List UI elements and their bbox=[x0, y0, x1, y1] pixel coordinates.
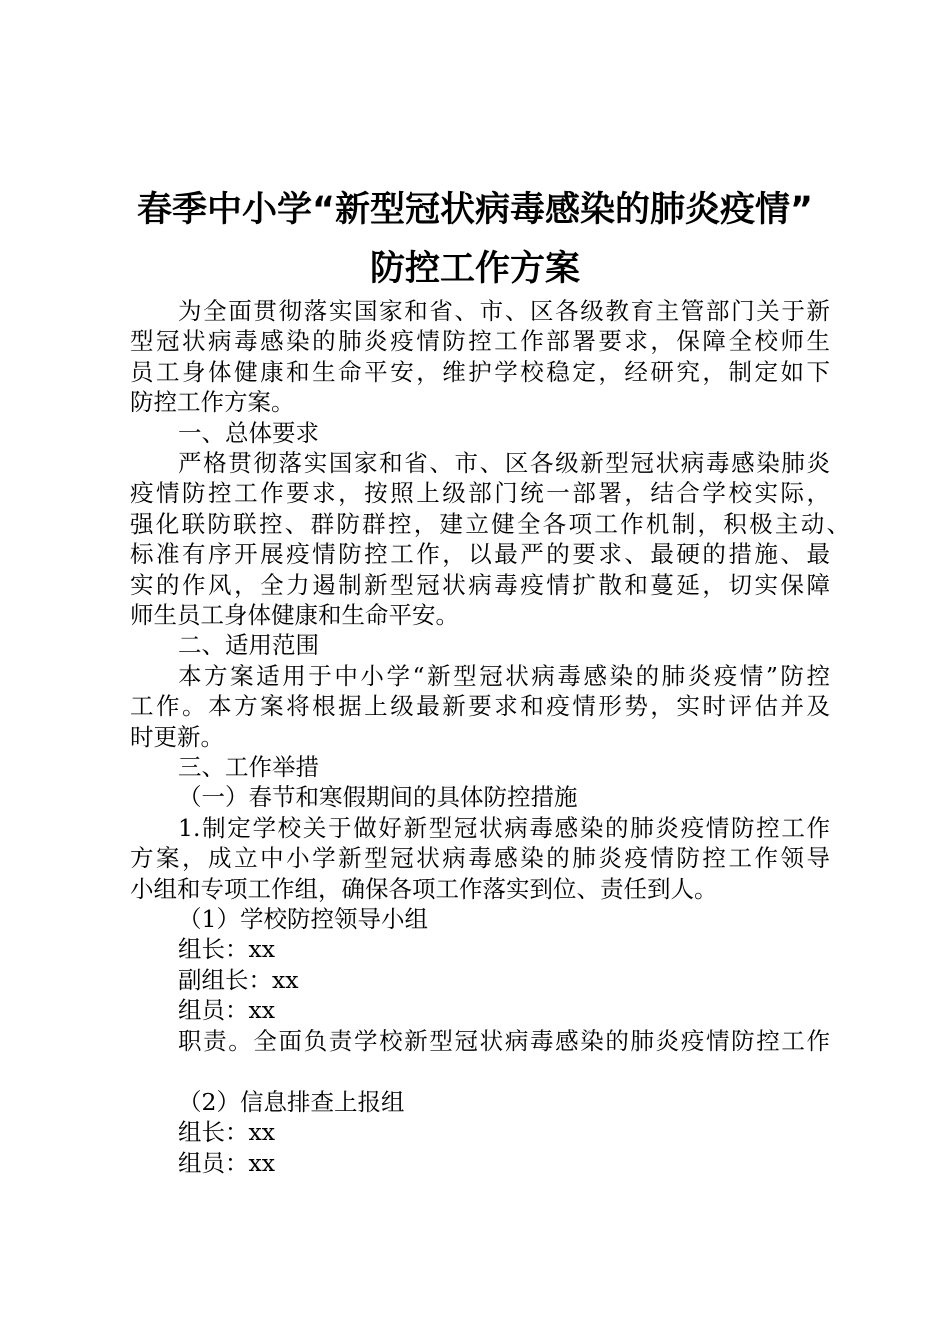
group-member-line: 组员：xx bbox=[178, 1148, 276, 1177]
section-heading-3: 三、工作举措 bbox=[178, 753, 319, 781]
document-title-line-1: 春季中小学“新型冠状病毒感染的肺炎疫情” bbox=[136, 190, 813, 230]
paragraph-scope-line: 工作。本方案将根据上级最新要求和疫情形势，实时评估并及 bbox=[130, 692, 830, 721]
paragraph-intro-line: 员工身体健康和生命平安，维护学校稳定，经研究，制定如下 bbox=[130, 357, 830, 386]
paragraph-requirements-line: 标准有序开展疫情防控工作，以最严的要求、最硬的措施、最 bbox=[130, 540, 830, 569]
paragraph-requirements-line: 实的作风，全力遏制新型冠状病毒疫情扩散和蔓延，切实保障 bbox=[130, 570, 830, 599]
document-title-line-2: 防控工作方案 bbox=[369, 249, 580, 289]
paragraph-requirements-line: 严格贯彻落实国家和省、市、区各级新型冠状病毒感染肺炎 bbox=[178, 449, 830, 477]
paragraph-intro-line: 为全面贯彻落实国家和省、市、区各级教育主管部门关于新 bbox=[178, 297, 830, 325]
group-leader-line: 组长：xx bbox=[178, 935, 276, 964]
group-deputy-leader-line: 副组长：xx bbox=[178, 965, 299, 994]
paragraph-intro-line: 防控工作方案。 bbox=[130, 388, 295, 417]
paragraph-requirements-line: 疫情防控工作要求，按照上级部门统一部署，结合学校实际， bbox=[130, 479, 830, 508]
group-heading-leadership: （1）学校防控领导小组 bbox=[178, 905, 428, 933]
paragraph-measure-line: 小组和专项工作组，确保各项工作落实到位、责任到人。 bbox=[130, 874, 718, 903]
section-heading-1: 一、总体要求 bbox=[178, 418, 319, 447]
paragraph-requirements-line: 强化联防联控、群防群控，建立健全各项工作机制，积极主动、 bbox=[130, 509, 850, 538]
paragraph-scope-line: 本方案适用于中小学“新型冠状病毒感染的肺炎疫情”防控 bbox=[178, 661, 830, 690]
paragraph-requirements-line: 师生员工身体健康和生命平安。 bbox=[130, 601, 459, 629]
subsection-heading: （一）春节和寒假期间的具体防控措施 bbox=[178, 783, 578, 812]
group-member-line: 组员：xx bbox=[178, 996, 276, 1025]
paragraph-intro-line: 型冠状病毒感染的肺炎疫情防控工作部署要求，保障全校师生 bbox=[130, 327, 830, 356]
paragraph-measure-line: 1.制定学校关于做好新型冠状病毒感染的肺炎疫情防控工作 bbox=[178, 813, 830, 842]
paragraph-scope-line: 时更新。 bbox=[130, 722, 224, 751]
paragraph-measure-line: 方案，成立中小学新型冠状病毒感染的肺炎疫情防控工作领导 bbox=[130, 844, 830, 873]
group-duty-line: 职责。全面负责学校新型冠状病毒感染的肺炎疫情防控工作 bbox=[178, 1026, 830, 1055]
group-leader-line: 组长：xx bbox=[178, 1118, 276, 1147]
section-heading-2: 二、适用范围 bbox=[178, 631, 319, 660]
group-heading-reporting: （2）信息排查上报组 bbox=[178, 1088, 405, 1116]
